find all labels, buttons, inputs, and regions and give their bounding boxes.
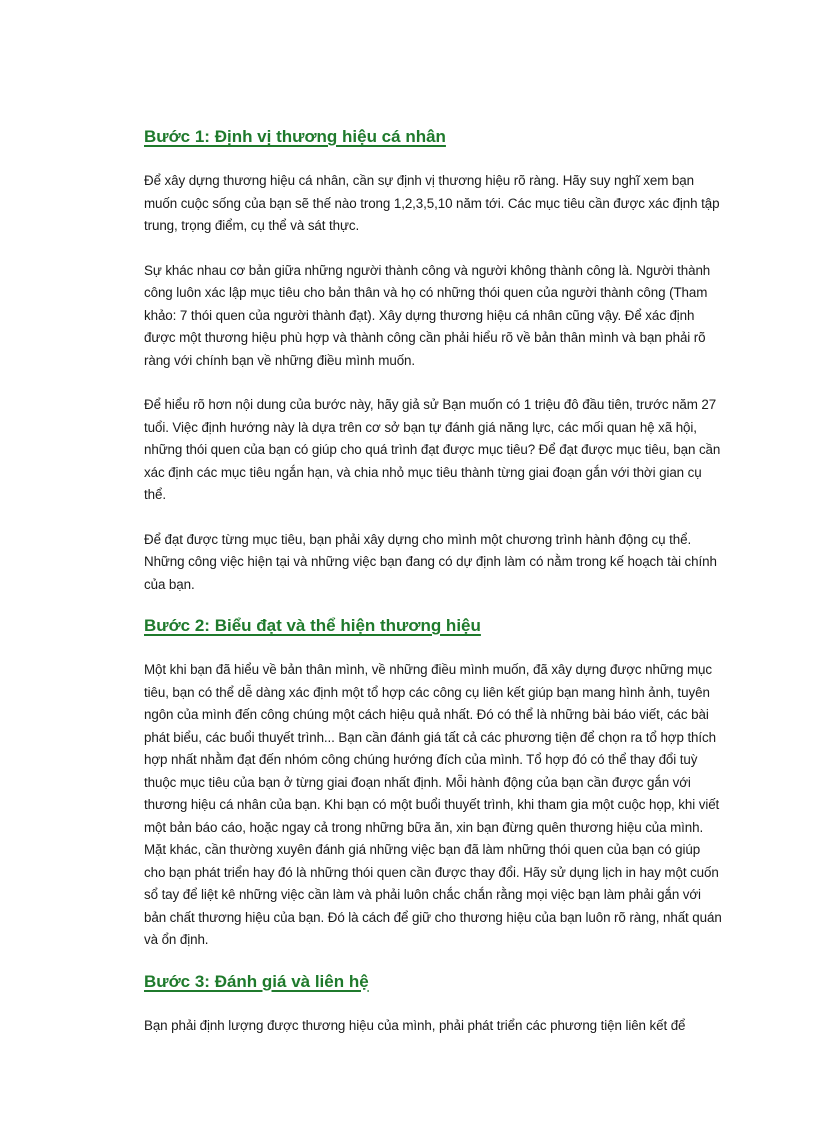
section-3-heading: Bước 3: Đánh giá và liên hệ	[144, 971, 369, 991]
section-1-paragraph-2: Sự khác nhau cơ bản giữa những người thành công và người không thành công là. Người thành công luôn xác lập mục tiêu cho bản thân và họ có những thói quen của người thành công (Tham khảo: 7 thói quen của người thành đạt). Xây dựng thương hiệu cá nhân cũng vậy. Để xác định được một thương hiệu phù hợp và thành công cần phải hiểu rõ về bản thân mình và bạn phải rõ ràng với chính bạn về những điều mình muốn.	[144, 262, 711, 368]
section-3-paragraph-1: Bạn phải định lượng được thương hiệu của mình, phải phát triển các phương tiện liên kết để	[144, 1017, 686, 1033]
document-body	[144, 118, 724, 1037]
section-2-heading: Bước 2: Biểu đạt và thể hiện thương hiệu	[144, 616, 481, 635]
section-2-paragraph-1: Một khi bạn đã hiểu về bản thân mình, về những điều mình muốn, đã xây dựng được những mục tiêu, bạn có thể dễ dàng xác định một tổ hợp các công cụ liên kết giúp bạn mang hình ảnh, tuyên ngôn của mình đến công chúng một cách hiệu quả nhất. Đó có thể là những bài báo viết, các bài phát biểu, các buổi thuyết trình... Bạn cần đánh giá tất cả các phương tiện để chọn ra tổ hợp thích hợp nhất nhằm đạt đến nhóm công chúng hướng đích của mình. Tổ hợp đó có thể thay đổi tuỳ thuộc mục tiêu của bạn ở từng giai đoạn nhất định. Mỗi hành động của bạn cần được gắn với thương hiệu cá nhân của bạn. Khi bạn có một buổi thuyết trình, khi tham gia một cuộc họp, khi viết một bản báo cáo, hoặc ngay cả trong những bữa ăn, xin bạn đừng quên thương hiệu của mình. Mặt khác, cần thường xuyên đánh giá những việc bạn đã làm những thói quen của bạn có giúp cho bạn phát triển hay đó là những thói quen cần được thay đổi. Hãy sử dụng lịch in hay một cuốn sổ tay để liệt kê những việc cần làm và phải luôn chắc chắn rằng mọi việc bạn làm phải gắn với bản chất thương hiệu của bạn. Đó là cách để giữ cho thương hiệu của bạn luôn rõ ràng, nhất quán và ổn định.	[144, 662, 722, 947]
section-1-paragraph-1: Để xây dựng thương hiệu cá nhân, cần sự định vị thương hiệu rõ ràng. Hãy suy nghĩ xem bạn muốn cuộc sống của bạn sẽ thế nào trong 1,2,3,5,10 năm tới. Các mục tiêu cần được xác định tập trung, trọng điểm, cụ thể và sát thực.	[144, 173, 720, 233]
section-1-paragraph-3: Để hiểu rõ hơn nội dung của bước này, hãy giả sử Bạn muốn có 1 triệu đô đầu tiên, trước năm 27 tuổi. Việc định hướng này là dựa trên cơ sở bạn tự đánh giá năng lực, các mối quan hệ xã hội, những thói quen của bạn có giúp cho quá trình đạt được mục tiêu? Để đạt được mục tiêu, bạn cần xác định các mục tiêu ngắn hạn, và chia nhỏ mục tiêu thành từng giai đoạn gắn với thời gian cụ thể.	[144, 397, 721, 502]
section-1-paragraph-4: Để đạt được từng mục tiêu, bạn phải xây dựng cho mình một chương trình hành động cụ thể. Những công việc hiện tại và những việc bạn đang có dự định làm có nằm trong kế hoạch tài chính của bạn.	[144, 531, 717, 592]
section-1-heading: Bước 1: Định vị thương hiệu cá nhân	[144, 127, 446, 146]
